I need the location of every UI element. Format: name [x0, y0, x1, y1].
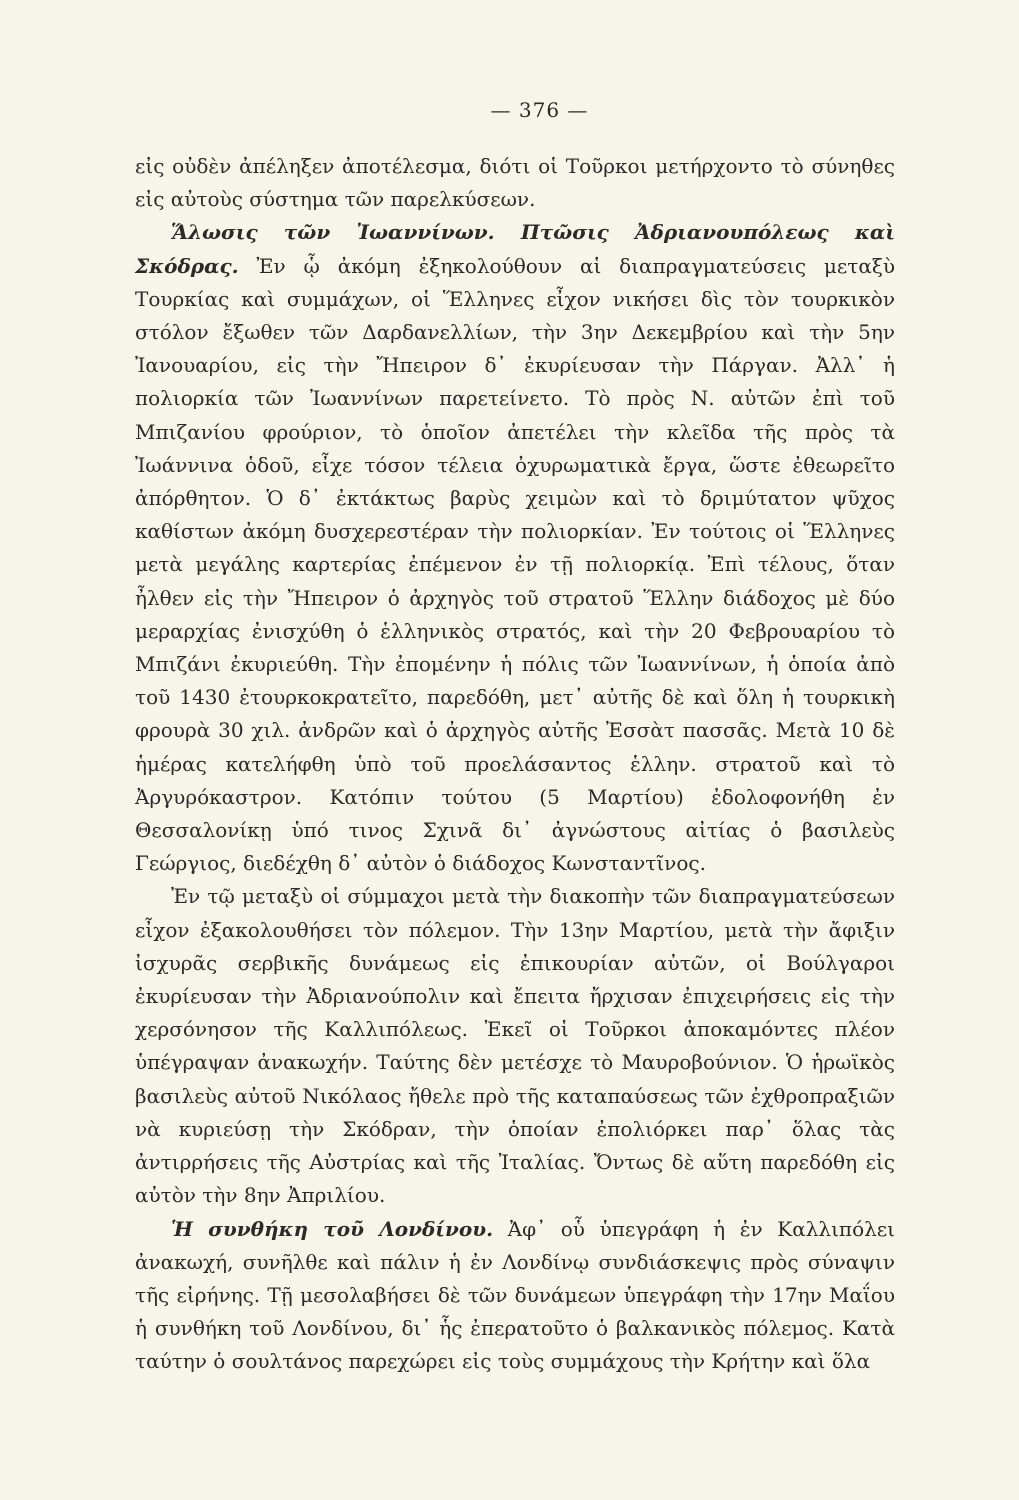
paragraph-text: εἰς οὐδὲν ἀπέληξεν ἀποτέλεσμα, διότι οἱ Τοῦρκοι μετήρχοντο τὸ σύνηθες εἰς αὐτοὺς σύστημα τῶν παρελκύσεων. — [135, 154, 895, 212]
paragraph-capture-of-ioannina — [135, 216, 895, 880]
paragraph-text: Ἐν ᾧ ἀκόμη ἐξηκολούθουν αἱ διαπραγματεύσεις μεταξὺ Τουρκίας καὶ συμμάχων, οἱ Ἕλληνες εἶχον νικήσει δὶς τὸν τουρκικὸν στόλον ἔξωθεν τῶν Δαρδανελλίων, τὴν 3ην Δεκεμβρίου καὶ τὴν 5ην Ἰανουαρίου, εἰς τὴν Ἤπειρον δ᾽ ἐκυρίευσαν τὴν Πάργαν. Ἀλλ᾽ ἡ πολιορκία τῶν Ἰωαννίνων παρετείνετο. Τὸ πρὸς Ν. αὐτῶν ἐπὶ τοῦ Μπιζανίου φρούριον, τὸ ὁποῖον ἀπετέλει τὴν κλεῖδα τῆς πρὸς τὰ Ἰωάννινα ὁδοῦ, εἶχε τόσον τέλεια ὀχυρωματικὰ ἔργα, ὥστε ἐθεωρεῖτο ἀπόρθητον. Ὁ δ᾽ ἐκτάκτως βαρὺς χειμὼν καὶ τὸ δριμύτατον ψῦχος καθίστων ἀκόμη δυσχερεστέραν τὴν πολιορκίαν. Ἐν τούτοις οἱ Ἕλληνες μετὰ μεγάλης καρτερίας ἐπέμενον ἐν τῇ πολιορκίᾳ. Ἐπὶ τέλους, ὅταν ἦλθεν εἰς τὴν Ἤπειρον ὁ ἀρχηγὸς τοῦ στρατοῦ Ἕλλην διάδοχος μὲ δύο μεραρχίας ἐνισχύθη ὁ ἑλληνικὸς στρατός, καὶ τὴν 20 Φεβρουαρίου τὸ Μπιζάνι ἐκυριεύθη. Τὴν ἐπομένην ἡ πόλις τῶν Ἰωαννίνων, ἡ ὁποία ἀπὸ τοῦ 1430 ἐτουρκοκρατεῖτο, παρεδόθη, μετ᾽ αὐτῆς δὲ καὶ ὅλη ἡ τουρκικὴ φρουρὰ 30 χιλ. ἀνδρῶν καὶ ὁ ἀρχηγὸς αὐτῆς Ἐσσὰτ πασσᾶς. Μετὰ 10 δὲ ἡμέρας κατελήφθη ὑπὸ τοῦ προελάσαντος ἑλλην. στρατοῦ καὶ τὸ Ἀργυρόκαστρον. Κατόπιν τούτου (5 Μαρτίου) ἐδολοφονήθη ἐν Θεσσαλονίκῃ ὑπό τινος Σχινᾶ δι᾽ ἀγνώστους αἰτίας ὁ βασιλεὺς Γεώργιος, διεδέχθη δ᾽ αὐτὸν ὁ διάδοχος Κωνσταντῖνος. — [135, 253, 895, 876]
body-text — [135, 150, 895, 1379]
paragraph-allies-war — [135, 880, 895, 1212]
paragraph-continuation — [135, 150, 895, 216]
paragraph-text: Ἀφ᾽ οὗ ὑπεγράφη ἡ ἐν Καλλιπόλει ἀνακωχή, συνῆλθε καὶ πάλιν ἡ ἐν Λονδίνῳ συνδιάσκεψις πρὸς σύναψιν τῆς εἰρήνης. Τῇ μεσολαβήσει δὲ τῶν δυνάμεων ὑπεγράφη τὴν 17ην Μαΐου ἡ συνθήκη τοῦ Λονδίνου, δι᾽ ἧς ἐπερατοῦτο ὁ βαλκανικὸς πόλεμος. Κατὰ ταύτην ὁ σουλτάνος παρεχώρει εἰς τοὺς συμμάχους τὴν Κρήτην καὶ ὅλα — [135, 1216, 895, 1374]
section-heading: Ἡ συνθήκη τοῦ Λονδίνου. — [171, 1216, 494, 1241]
paragraph-treaty-of-london — [135, 1213, 895, 1379]
page-number: — 376 — — [490, 98, 589, 122]
paragraph-text: Ἐν τῷ μεταξὺ οἱ σύμμαχοι μετὰ τὴν διακοπὴν τῶν διαπραγματεύσεων εἶχον ἐξακολουθήσει τὸν πόλεμον. Τὴν 13ην Μαρτίου, μετὰ τὴν ἄφιξιν ἰσχυρᾶς σερβικῆς δυνάμεως εἰς ἐπικουρίαν αὐτῶν, οἱ Βούλγαροι ἐκυρίευσαν τὴν Ἀδριανούπολιν καὶ ἔπειτα ἤρχισαν ἐπιχειρήσεις εἰς τὴν χερσόνησον τῆς Καλλιπόλεως. Ἐκεῖ οἱ Τοῦρκοι ἀποκαμόντες πλέον ὑπέγραψαν ἀνακωχήν. Ταύτης δὲν μετέσχε τὸ Μαυροβούνιον. Ὁ ἡρωϊκὸς βασιλεὺς αὐτοῦ Νικόλαος ἤθελε πρὸ τῆς καταπαύσεως τῶν ἐχθροπραξιῶν νὰ κυριεύσῃ τὴν Σκόδραν, τὴν ὁποίαν ἐπολιόρκει παρ᾽ ὅλας τὰς ἀντιρρήσεις τῆς Αὐστρίας καὶ τῆς Ἰταλίας. Ὄντως δὲ αὕτη παρεδόθη εἰς αὐτὸν τὴν 8ην Ἀπριλίου. — [135, 884, 895, 1208]
section-heading: Ἅλωσις τῶν Ἰωαννίνων. Πτῶσις Ἀδριανουπόλεως καὶ Σκόδρας. — [135, 220, 895, 278]
